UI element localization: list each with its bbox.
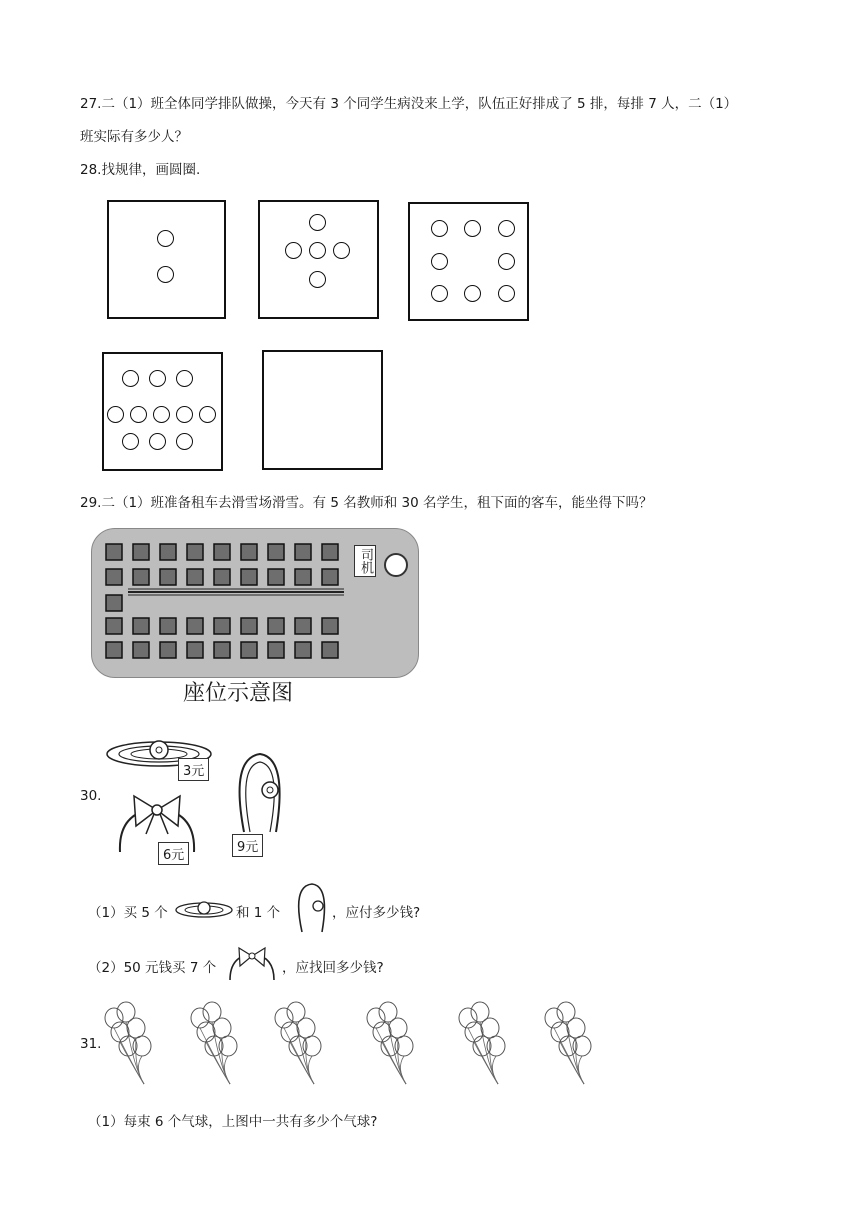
balloon (381, 1036, 399, 1056)
q28-text: 28.找规律，画圆圈. (80, 162, 201, 178)
balloon-string (492, 1056, 498, 1084)
balloon (567, 1018, 585, 1038)
q31-number: 31. (80, 1036, 102, 1052)
seat (106, 595, 122, 611)
seat (268, 642, 284, 658)
seat (187, 569, 203, 585)
seat (160, 569, 176, 585)
seat (268, 544, 284, 560)
seat (214, 569, 230, 585)
circle (176, 370, 193, 387)
bow-headband-small-icon (226, 946, 278, 982)
pattern-box-1 (107, 200, 226, 319)
balloon (297, 1018, 315, 1038)
seat (160, 642, 176, 658)
seat (322, 544, 338, 560)
seat (322, 569, 338, 585)
balloon-string (138, 1056, 144, 1084)
circle (431, 220, 448, 237)
pattern-box-3 (408, 202, 529, 321)
circle (498, 285, 515, 302)
circle (431, 285, 448, 302)
balloon-string (308, 1056, 314, 1084)
pattern-box-2 (258, 200, 379, 319)
balloon-string (400, 1056, 406, 1084)
q30-sub1-part1: （1）买 5 个 (88, 905, 168, 921)
circle (122, 433, 139, 450)
balloon (127, 1018, 145, 1038)
answer-box-empty (262, 350, 383, 470)
balloon (473, 1036, 491, 1056)
circle (498, 220, 515, 237)
balloon-bunch (367, 1002, 413, 1084)
seat (295, 642, 311, 658)
circle (176, 433, 193, 450)
seat (268, 618, 284, 634)
balloon (205, 1036, 223, 1056)
balloon-bunch (459, 1002, 505, 1084)
circle (309, 214, 326, 231)
q30-sub1-part2: 和 1 个 (236, 905, 281, 921)
balloon-bunch (275, 1002, 321, 1084)
q30-number: 30. (80, 788, 102, 804)
q30-sub2-part2: ，应找回多少钱? (282, 960, 384, 976)
balloon (389, 1018, 407, 1038)
circle (122, 370, 139, 387)
circle (285, 242, 302, 259)
circle (431, 253, 448, 270)
seat (241, 618, 257, 634)
seat (133, 569, 149, 585)
seat (241, 642, 257, 658)
balloon-string (578, 1056, 584, 1084)
seat (322, 642, 338, 658)
seat (106, 642, 122, 658)
seat (295, 569, 311, 585)
circle (157, 266, 174, 283)
hair-clip-small-icon (174, 898, 234, 922)
circle (309, 271, 326, 288)
seat (241, 544, 257, 560)
seat (187, 642, 203, 658)
circle (130, 406, 147, 423)
balloon (481, 1018, 499, 1038)
seat (133, 642, 149, 658)
seat (187, 544, 203, 560)
q27-line2: 班实际有多少人？ (80, 129, 188, 145)
seat (187, 618, 203, 634)
circle (309, 242, 326, 259)
circle (199, 406, 216, 423)
balloon (289, 1036, 307, 1056)
balloon (213, 1018, 231, 1038)
driver-label: 司机 (354, 545, 376, 577)
seat (133, 618, 149, 634)
q31-sub1: （1）每束 6 个气球，上图中一共有多少个气球? (88, 1114, 378, 1130)
seat (214, 618, 230, 634)
circle (107, 406, 124, 423)
seat (241, 569, 257, 585)
circle (333, 242, 350, 259)
circle (498, 253, 515, 270)
balloon (559, 1036, 577, 1056)
bus-seat-diagram (91, 528, 419, 678)
price-tag-clip: 3元 (178, 758, 209, 781)
balloon (119, 1036, 137, 1056)
balloon-bunch (105, 1002, 151, 1084)
q30-sub1-part3: ，应付多少钱? (332, 905, 421, 921)
balloon-bunches (100, 998, 610, 1090)
balloon-bunch (191, 1002, 237, 1084)
price-tag-headband: 9元 (232, 834, 263, 857)
balloon-string (224, 1056, 230, 1084)
q30-sub2-part1: （2）50 元钱买 7 个 (88, 960, 217, 976)
price-tag-bow: 6元 (158, 842, 189, 865)
flower-headband-small-icon (292, 880, 332, 936)
circle (464, 285, 481, 302)
q27-line1: 27.二（1）班全体同学排队做操，今天有 3 个同学生病没来上学，队伍正好排成了 5 排，每排 7 人，二（1） (80, 96, 738, 112)
circle (176, 406, 193, 423)
seat (160, 618, 176, 634)
circle (149, 433, 166, 450)
q29-text: 29.二（1）班准备租车去滑雪场滑雪。有 5 名教师和 30 名学生，租下面的客车，能坐得下吗？ (80, 495, 653, 511)
circle (149, 370, 166, 387)
seat (214, 642, 230, 658)
seat (160, 544, 176, 560)
circle (153, 406, 170, 423)
circle (157, 230, 174, 247)
seat (106, 544, 122, 560)
seat (295, 618, 311, 634)
circle (464, 220, 481, 237)
balloon-bunch (545, 1002, 591, 1084)
seat (106, 569, 122, 585)
seat (106, 618, 122, 634)
diagram-caption: 座位示意图 (183, 681, 294, 706)
balloon-bunches-svg (100, 998, 610, 1090)
seat (133, 544, 149, 560)
seat (268, 569, 284, 585)
pattern-box-4 (102, 352, 223, 471)
seat (214, 544, 230, 560)
seat (322, 618, 338, 634)
seat (295, 544, 311, 560)
steering-wheel-icon (384, 553, 408, 577)
